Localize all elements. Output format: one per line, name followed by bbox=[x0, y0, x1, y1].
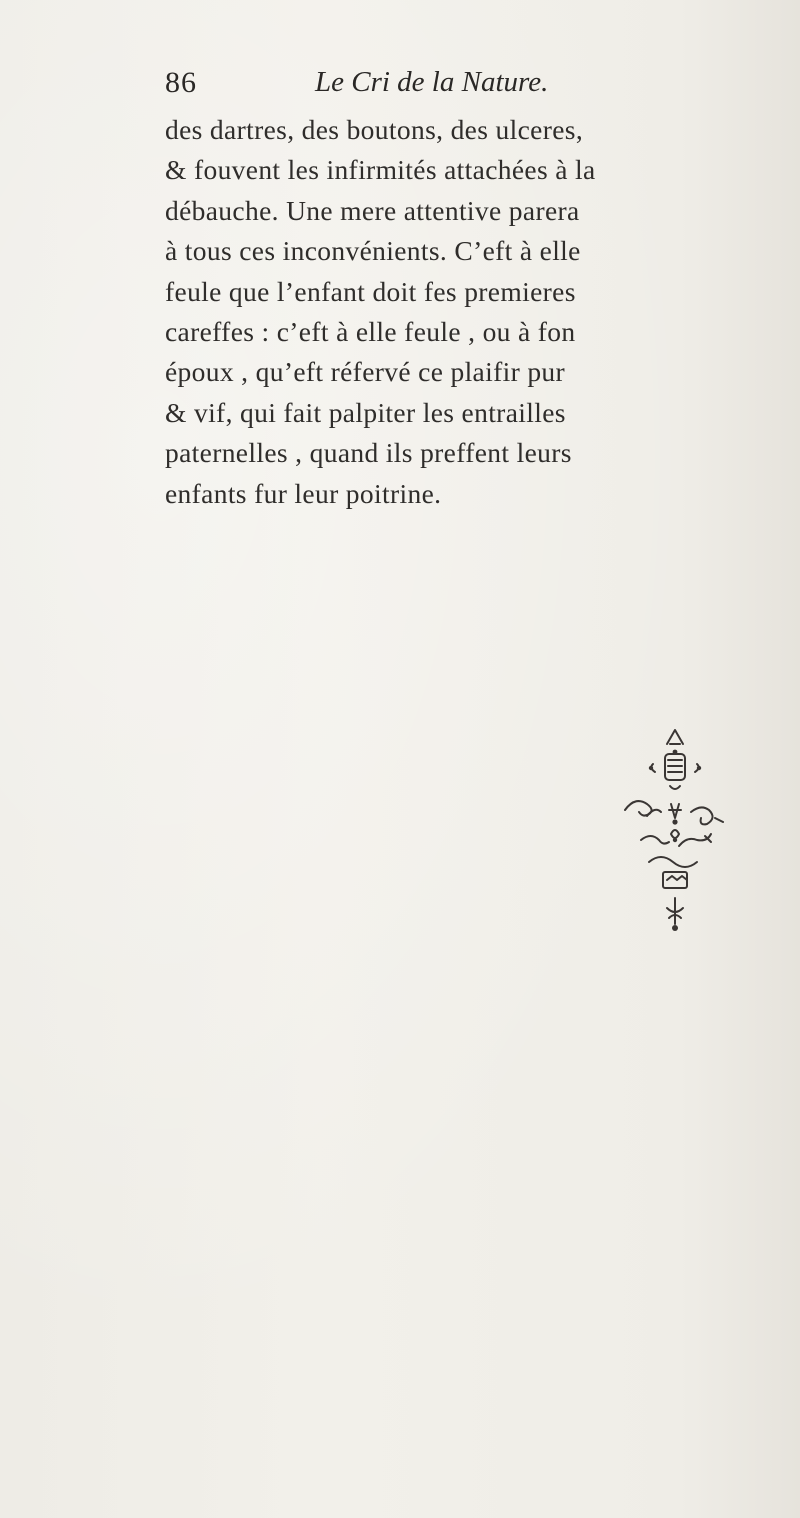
body-text bbox=[165, 110, 790, 514]
text-line: careffes : c’eft à elle feule , ou à fon bbox=[165, 315, 576, 347]
page-header bbox=[165, 66, 645, 106]
page-number: 86 bbox=[165, 66, 197, 99]
text-line: enfants fur leur poitrine. bbox=[165, 477, 442, 509]
text-line: des dartres, des boutons, des ulceres, bbox=[165, 114, 584, 145]
text-line: époux , qu’eft réfervé ce plaifir pur bbox=[165, 356, 566, 388]
text-line: & vif, qui fait palpiter les entrailles bbox=[165, 396, 566, 428]
text-line: débauche. Une mere attentive parera bbox=[165, 194, 580, 226]
running-title: Le Cri de la Nature. bbox=[315, 66, 549, 98]
text-line: paternelles , quand ils preffent leurs bbox=[165, 437, 572, 469]
cul-de-lampe-ornament-icon bbox=[615, 722, 735, 1022]
text-line: & fouvent les infirmités attachées à la bbox=[165, 154, 596, 186]
text-line: feule que l’enfant doit fes premieres bbox=[165, 275, 576, 307]
text-line: à tous ces inconvénients. C’eft à elle bbox=[165, 235, 581, 267]
